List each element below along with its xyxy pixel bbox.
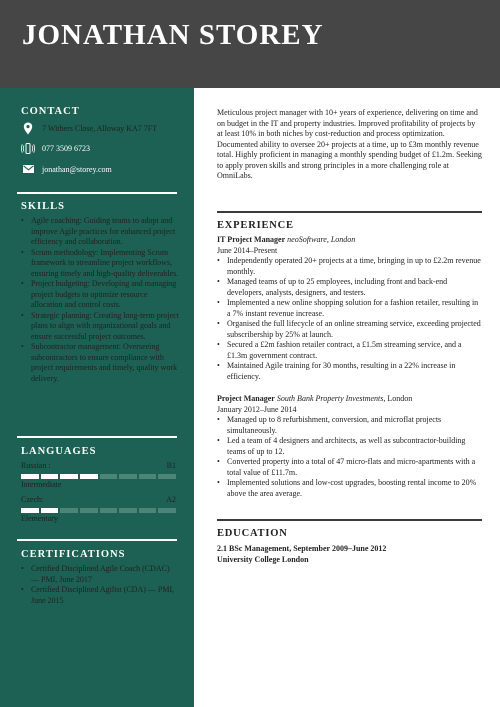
job-bullet: • Organised the full lifecycle of an online streaming service, exceeding projected subscribership by 25% at launch. [217,319,482,340]
professional-summary: Meticulous project manager with 10+ years of experience, delivering on time and on budget in the IT and property industries. Improved profitability of projects by at least 10% in both niches by cost-reduction and process optimization. Documented ability to oversee 20+ projects at a time, up to £3m monthly revenue total. Highly proficient in managing a monthly spending budget of £1.2m. Seeking to apply proven skills and strong principles in a more challenging role at OmniLabs. [217,108,482,180]
skill-item: • Project budgeting: Developing and managing project budgets to optimize resource allocation and control costs. [21,279,179,311]
job-entry [217,235,482,382]
level-segment [119,508,137,513]
job-bullet: • Maintained Agile training for 30 months, resulting in a 22% increase in efficiency. [217,361,482,382]
language-code: A2 [166,495,176,504]
level-segment [21,474,39,479]
language-russian [21,461,176,470]
language-name: Czech: [21,495,44,504]
phone-link[interactable]: 077 3509 6723 [42,143,90,153]
sidebar [0,88,194,707]
job-company: neoSoftware, London [287,235,356,244]
job-location: , London [383,394,413,403]
job-dates: June 2014–Present [217,245,278,255]
job-company: South Bank Property Investments [276,394,384,403]
experience-divider [217,519,482,521]
address-text: 7 Withers Close, Alloway KA7 7FT [42,123,158,133]
level-segment [21,508,39,513]
job-bullet: • Converted property into a total of 47 micro-flats and micro-apartments with a total value of £11.7m. [217,457,482,478]
skills-heading: SKILLS [21,201,65,212]
job-dates: January 2012–June 2014 [217,404,297,414]
language-code: B1 [166,461,176,470]
summary-divider [217,211,482,213]
level-segment [60,508,78,513]
certifications-list [21,564,179,606]
certifications-heading: CERTIFICATIONS [21,549,126,560]
contact-heading: CONTACT [21,106,80,117]
skill-item: • Strategic planning: Creating long-term project plans to align with organizational goals and ensure successful project outcomes. [21,311,179,343]
contact-phone [21,141,90,155]
job-title: IT Project Manager [217,235,286,244]
level-segment [158,508,176,513]
certification-item: • Certified Disciplined Agile Coach (CDAC) — PMI, June 2017 [21,564,179,585]
job-bullet: • Led a team of 4 designers and architects, as well as subcontractor-building teams of up to 12. [217,436,482,457]
languages-heading: LANGUAGES [21,446,97,457]
candidate-name: JONATHAN STOREY [22,19,324,51]
education-degree: 2.1 BSc Management, September 2009–June 2012 [217,544,387,553]
experience-heading: EXPERIENCE [217,220,294,231]
language-level: Elementary [21,514,58,523]
skill-item: • Scrum methodology: Implementing Scrum framework to streamline project workflows, ensuring timely and high-quality deliverables. [21,248,179,280]
level-segment [139,508,157,513]
language-russian-level-bar [21,474,176,479]
level-segment [100,508,118,513]
envelope-icon [21,165,35,173]
job-bullet: • Independently operated 20+ projects at a time, bringing in up to £2.2m revenue monthly. [217,256,482,277]
languages-divider [17,539,177,541]
job-entry [217,394,482,499]
language-czech-level-bar [21,508,176,513]
language-name: Russian : [21,461,51,470]
skills-divider [17,436,177,438]
level-segment [41,474,59,479]
header [0,0,500,88]
language-czech [21,495,176,504]
job-bullet: • Implemented solutions and low-cost upgrades, boosting rental income to 20% above the area average. [217,478,482,499]
level-segment [80,474,98,479]
location-pin-icon [21,122,35,135]
phone-icon [21,143,35,154]
email-link[interactable]: jonathan@storey.com [42,164,112,174]
language-level: Intermediate [21,480,62,489]
contact-address [21,121,157,135]
level-segment [158,474,176,479]
education-school: University College London [217,554,309,564]
education-heading: EDUCATION [217,528,288,539]
level-segment [60,474,78,479]
job-bullets [217,256,482,382]
skill-item: • Agile coaching: Guiding teams to adopt and improve Agile practices for enhanced project efficiency and collaboration. [21,216,179,248]
job-bullet: • Implemented a new online shopping solution for a fashion retailer, resulting in a 7% instant revenue increase. [217,298,482,319]
level-segment [80,508,98,513]
level-segment [139,474,157,479]
level-segment [119,474,137,479]
skills-list [21,216,179,384]
level-segment [100,474,118,479]
contact-email [21,162,112,176]
level-segment [41,508,59,513]
job-bullet: • Managed teams of up to 25 employees, including front and back-end developers, analysts, designers, and testers. [217,277,482,298]
job-bullet: • Managed up to 8 refurbishment, conversion, and microflat projects simultaneously. [217,415,482,436]
job-bullets [217,415,482,499]
job-title: Project Manager [217,394,275,403]
certification-item: • Certified Disciplined Agilist (CDA) — PMI, June 2015 [21,585,179,606]
education-entry [217,544,386,565]
skill-item: • Subcontractor management: Overseeing subcontractors to ensure compliance with project requirements and timely, quality work delivery. [21,342,179,384]
contact-divider [17,192,177,194]
job-bullet: • Secured a £2m fashion retailer contract, a £1.5m streaming service, and a £1.3m government contract. [217,340,482,361]
